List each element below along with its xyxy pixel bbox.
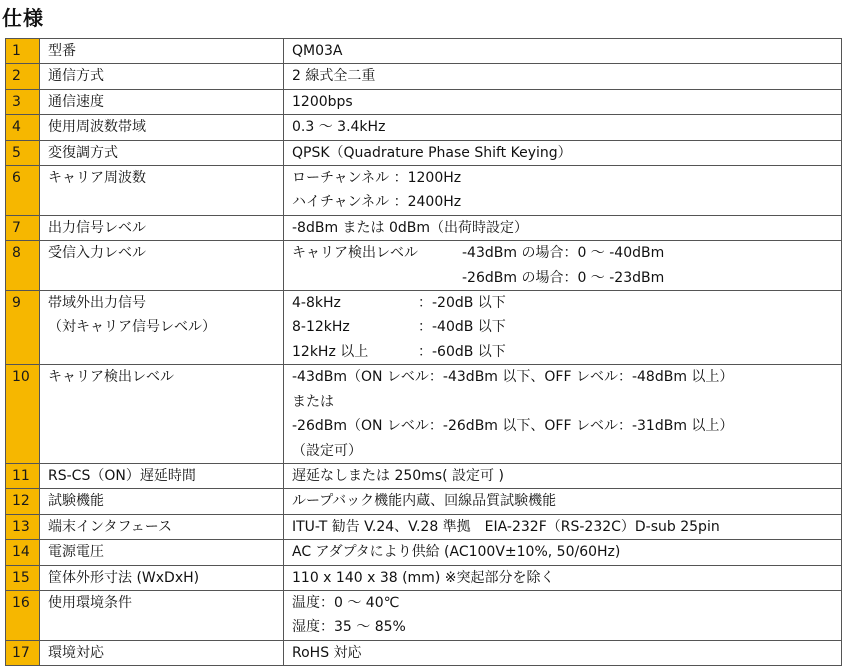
- table-row: [6, 540, 842, 565]
- value-line: -43dBm（ON レベル：-43dBm 以下、OFF レベル：-48dBm 以上）: [292, 369, 734, 386]
- value-line: -43dBm の場合：0 ～ -40dBm: [462, 245, 665, 262]
- value-line: ローチャンネル ：1200Hz: [292, 170, 462, 187]
- spec-table: [5, 38, 842, 666]
- band-label: 8-12kHz: [292, 319, 350, 336]
- spec-value: [284, 291, 842, 365]
- spec-item: 使用周波数帯域: [40, 115, 284, 140]
- spec-item: 電源電圧: [40, 540, 284, 565]
- spec-value: ループバック機能内蔵、回線品質試験機能: [284, 489, 842, 514]
- row-number: 13: [6, 514, 40, 539]
- table-row: [6, 565, 842, 590]
- spec-item: RS-CS（ON）遅延時間: [40, 463, 284, 488]
- spec-item: 通信速度: [40, 89, 284, 114]
- table-row: [6, 64, 842, 89]
- table-row: [6, 365, 842, 464]
- value-line: ハイチャンネル ：2400Hz: [292, 194, 462, 211]
- spec-item: 変復調方式: [40, 140, 284, 165]
- item-line: 帯域外出力信号: [48, 295, 146, 312]
- spec-item: 受信入力レベル: [40, 241, 284, 291]
- table-row: [6, 166, 842, 216]
- row-number: 4: [6, 115, 40, 140]
- value-line: または: [292, 393, 334, 410]
- spec-value: 0.3 ～ 3.4kHz: [284, 115, 842, 140]
- table-row: [6, 241, 842, 291]
- table-row: [6, 514, 842, 539]
- spec-item: 端末インタフェース: [40, 514, 284, 539]
- spec-value: -8dBm または 0dBm（出荷時設定）: [284, 215, 842, 240]
- band-level: ：-20dB 以下: [418, 295, 506, 312]
- table-row: [6, 115, 842, 140]
- spec-value: [284, 590, 842, 640]
- band-label: 4-8kHz: [292, 295, 341, 312]
- row-number: 16: [6, 590, 40, 640]
- spec-value: [284, 365, 842, 464]
- row-number: 6: [6, 166, 40, 216]
- spec-value: ITU-T 勧告 V.24、V.28 準拠 EIA-232F（RS-232C）D-sub 25pin: [284, 514, 842, 539]
- item-line: （対キャリア信号レベル）: [48, 319, 216, 336]
- spec-value: 110 x 140 x 38 (mm) ※突起部分を除く: [284, 565, 842, 590]
- spec-item: 筐体外形寸法 (WxDxH): [40, 565, 284, 590]
- band-label: 12kHz 以上: [292, 343, 369, 360]
- page-title: 仕様: [2, 6, 44, 30]
- table-row: [6, 89, 842, 114]
- table-row: [6, 489, 842, 514]
- row-number: 9: [6, 291, 40, 365]
- spec-value: 2 線式全二重: [284, 64, 842, 89]
- row-number: 8: [6, 241, 40, 291]
- spec-item: キャリア検出レベル: [40, 365, 284, 464]
- spec-value: AC アダプタにより供給 (AC100V±10%, 50/60Hz): [284, 540, 842, 565]
- band-level: ：-40dB 以下: [418, 319, 506, 336]
- row-number: 5: [6, 140, 40, 165]
- spec-value: [284, 241, 842, 291]
- spec-value: 1200bps: [284, 89, 842, 114]
- table-row: [6, 39, 842, 64]
- spec-item: 型番: [40, 39, 284, 64]
- row-number: 3: [6, 89, 40, 114]
- value-line: -26dBm（ON レベル：-26dBm 以下、OFF レベル：-31dBm 以上）: [292, 418, 734, 435]
- row-number: 14: [6, 540, 40, 565]
- spec-value: 遅延なしまたは 250ms( 設定可 ): [284, 463, 842, 488]
- row-number: 2: [6, 64, 40, 89]
- spec-item: 使用環境条件: [40, 590, 284, 640]
- spec-item: 出力信号レベル: [40, 215, 284, 240]
- row-number: 10: [6, 365, 40, 464]
- table-row: [6, 463, 842, 488]
- table-row: [6, 140, 842, 165]
- table-row: [6, 590, 842, 640]
- row-number: 12: [6, 489, 40, 514]
- spec-value: [284, 166, 842, 216]
- row-number: 1: [6, 39, 40, 64]
- value-line: 温度：0 ～ 40℃: [292, 594, 400, 611]
- table-row: [6, 215, 842, 240]
- row-number: 17: [6, 640, 40, 665]
- value-line: （設定可）: [292, 442, 362, 459]
- table-row: [6, 291, 842, 365]
- row-number: 11: [6, 463, 40, 488]
- value-line: -26dBm の場合：0 ～ -23dBm: [462, 269, 665, 286]
- spec-value: RoHS 対応: [284, 640, 842, 665]
- spec-item: キャリア周波数: [40, 166, 284, 216]
- spec-value: QPSK（Quadrature Phase Shift Keying）: [284, 140, 842, 165]
- band-level: ：-60dB 以下: [418, 343, 506, 360]
- spec-item: 環境対応: [40, 640, 284, 665]
- spec-value: QM03A: [284, 39, 842, 64]
- row-number: 15: [6, 565, 40, 590]
- value-label: キャリア検出レベル: [292, 245, 418, 262]
- spec-item: 試験機能: [40, 489, 284, 514]
- row-number: 7: [6, 215, 40, 240]
- spec-item: [40, 291, 284, 365]
- spec-item: 通信方式: [40, 64, 284, 89]
- value-line: 湿度：35 ～ 85%: [292, 619, 406, 636]
